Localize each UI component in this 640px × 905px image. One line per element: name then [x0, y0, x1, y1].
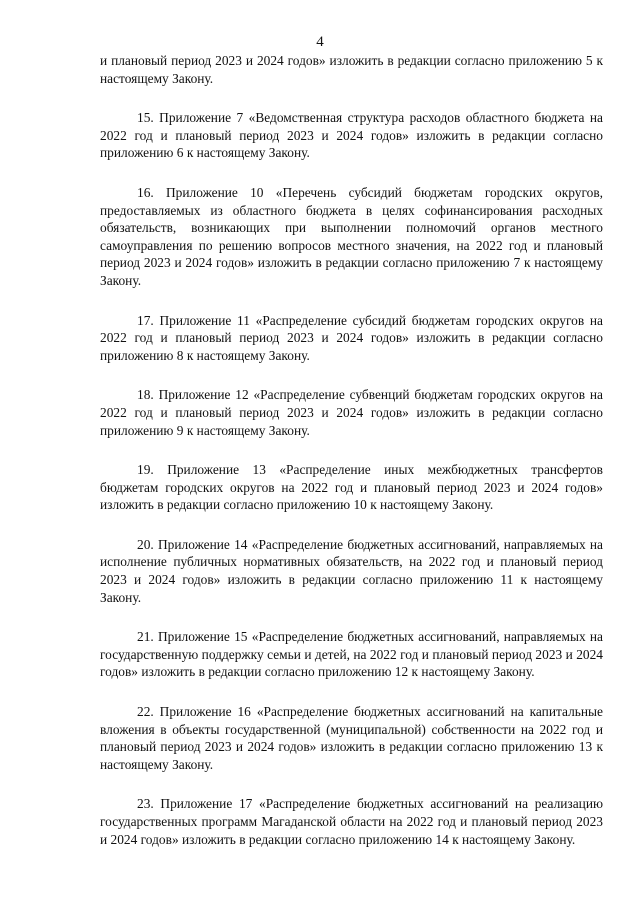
paragraph-item-23: 23. Приложение 17 «Распределение бюджетных ассигнований на реализацию государственных программ Магаданской области на 2022 год и плановый период 2023 и 2024 годов» изложить в редакции согласно приложению 14 к настоящему Закону. — [100, 796, 603, 847]
page-number: 4 — [316, 34, 324, 50]
document-body — [100, 52, 603, 870]
paragraph-item-16: 16. Приложение 10 «Перечень субсидий бюджетам городских округов, предоставляемых из областного бюджета в целях софинансирования расходных обязательств, возникающих при выполнении полномочий органов местного самоуправления по решению вопросов местного значения, на 2022 год и плановый период 2023 и 2024 годов» изложить в редакции согласно приложению 7 к настоящему Закону. — [100, 184, 603, 288]
paragraph-item-17: 17. Приложение 11 «Распределение субсидий бюджетам городских округов на 2022 год и плановый период 2023 и 2024 годов» изложить в редакции согласно приложению 8 к настоящему Закону. — [100, 312, 603, 363]
paragraph-item-21: 21. Приложение 15 «Распределение бюджетных ассигнований, направляемых на государственную поддержку семьи и детей, на 2022 год и плановый период 2023 и 2024 годов» изложить в редакции согласно приложению 12 к настоящему Закону. — [100, 629, 603, 680]
paragraph-item-22: 22. Приложение 16 «Распределение бюджетных ассигнований на капитальные вложения в объекты государственной (муниципальной) собственности на 2022 год и плановый период 2023 и 2024 годов» изложить в редакции согласно приложению 13 к настоящему Закону. — [100, 704, 603, 772]
paragraph-item-19: 19. Приложение 13 «Распределение иных межбюджетных трансфертов бюджетам городских округов на 2022 год и плановый период 2023 и 2024 годов» изложить в редакции согласно приложению 10 к настоящему Закону. — [100, 462, 603, 513]
paragraph-continuation: и плановый период 2023 и 2024 годов» изложить в редакции согласно приложению 5 к настоящему Закону. — [100, 53, 603, 86]
paragraph-item-18: 18. Приложение 12 «Распределение субвенций бюджетам городских округов на 2022 год и плановый период 2023 и 2024 годов» изложить в редакции согласно приложению 9 к настоящему Закону. — [100, 387, 603, 438]
paragraph-item-20: 20. Приложение 14 «Распределение бюджетных ассигнований, направляемых на исполнение публичных нормативных обязательств, на 2022 год и плановый период 2023 и 2024 годов» изложить в редакции согласно приложению 11 к настоящему Закону. — [100, 536, 603, 605]
paragraph-item-15: 15. Приложение 7 «Ведомственная структура расходов областного бюджета на 2022 год и плановый период 2023 и 2024 годов» изложить в редакции согласно приложению 6 к настоящему Закону. — [100, 110, 603, 161]
